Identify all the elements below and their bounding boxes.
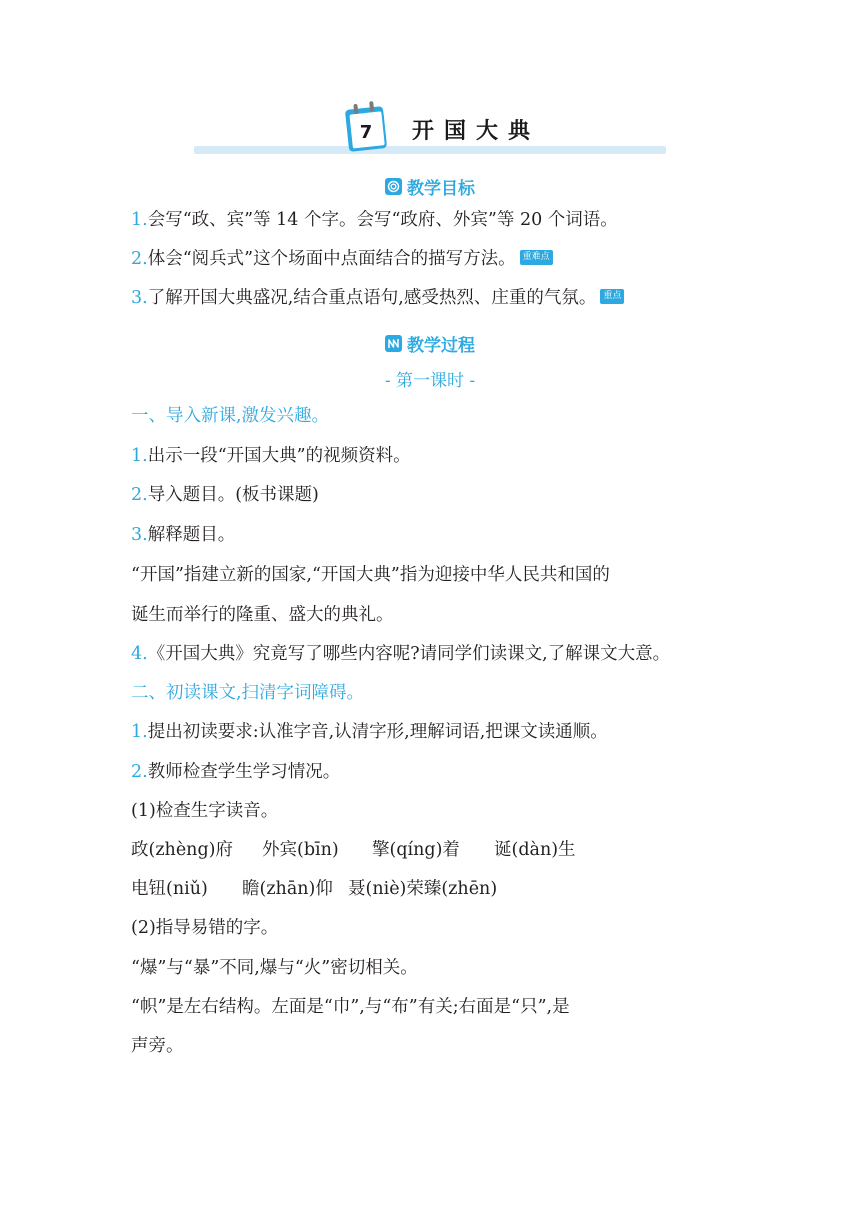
goal-number: 1.	[131, 210, 148, 230]
header-underline	[194, 146, 666, 154]
pinyin-row	[494, 838, 576, 862]
part2-title: 二、初读课文,扫清字词障碍。	[131, 683, 365, 703]
part1-item	[131, 444, 411, 468]
explanation-line: 诞生而举行的隆重、盛大的典礼。	[131, 605, 394, 625]
goal-item	[131, 208, 618, 232]
item-text: 《开国大典》究竟写了哪些内容呢?请同学们读课文,了解课文大意。	[147, 644, 671, 664]
process-heading	[0, 331, 860, 356]
item-text: 提出初读要求:认准字音,认清字形,理解词语,把课文读通顺。	[147, 722, 608, 742]
pinyin-row	[372, 838, 460, 862]
item-text: 教师检查学生学习情况。	[147, 762, 341, 782]
goals-heading	[0, 174, 860, 199]
target-icon	[385, 178, 402, 195]
process-heading-text: 教学过程	[407, 336, 475, 356]
pinyin-row	[131, 838, 233, 862]
pinyin-word: 政(zhèng)府	[131, 840, 233, 860]
pinyin-word: 擎(qíng)着	[372, 840, 460, 860]
part1-item	[131, 642, 670, 666]
sub-step: (1)检查生字读音。	[131, 801, 279, 821]
item-number: 3.	[131, 525, 148, 545]
item-number: 4.	[131, 644, 148, 664]
lesson-number: 7	[359, 122, 373, 143]
goal-text: 了解开国大典盛况,结合重点语句,感受热烈、庄重的气氛。	[147, 288, 597, 308]
goals-heading-text: 教学目标	[407, 179, 475, 199]
pinyin-word: 聂(niè)荣臻(zhēn)	[348, 879, 498, 899]
key-point-tag: 重点	[600, 289, 624, 304]
pinyin-row	[348, 877, 497, 901]
sub-step: (2)指导易错的字。	[131, 918, 279, 938]
item-number: 1.	[131, 446, 148, 466]
part1-item	[131, 523, 235, 547]
pinyin-word: 诞(dàn)生	[494, 840, 576, 860]
pinyin-row	[242, 877, 333, 901]
goal-text: 会写“政、宾”等 14 个字。会写“政府、外宾”等 20 个词语。	[147, 210, 618, 230]
item-number: 1.	[131, 722, 148, 742]
part1-title: 一、导入新课,激发兴趣。	[131, 406, 330, 426]
goal-number: 2.	[131, 249, 148, 269]
note-line: 声旁。	[131, 1036, 184, 1056]
lesson-title: 开国大典	[412, 119, 541, 144]
pinyin-word: 电钮(niǔ)	[131, 879, 208, 899]
calendar-icon	[342, 100, 390, 154]
explanation-line: “开国”指建立新的国家,“开国大典”指为迎接中华人民共和国的	[131, 565, 610, 585]
pinyin-row	[262, 838, 339, 862]
goal-item	[131, 286, 624, 310]
item-text: 解释题目。	[147, 525, 236, 545]
item-text: 导入题目。(板书课题)	[147, 485, 319, 505]
item-text: 出示一段“开国大典”的视频资料。	[147, 446, 411, 466]
note-line: “爆”与“暴”不同,爆与“火”密切相关。	[131, 958, 418, 978]
goal-number: 3.	[131, 288, 148, 308]
note-line: “帜”是左右结构。左面是“巾”,与“布”有关;右面是“只”,是	[131, 997, 570, 1017]
goal-text: 体会“阅兵式”这个场面中点面结合的描写方法。	[147, 249, 516, 269]
part1-item	[131, 483, 319, 507]
part2-item	[131, 760, 340, 784]
lesson-header	[194, 100, 666, 160]
goal-item	[131, 247, 553, 271]
pinyin-word: 外宾(bīn)	[262, 840, 339, 860]
item-number: 2.	[131, 485, 148, 505]
session-label: - 第一课时 -	[384, 371, 476, 391]
part2-item	[131, 720, 608, 744]
pinyin-row	[131, 877, 208, 901]
pinyin-word: 瞻(zhān)仰	[242, 879, 333, 899]
difficulty-tag: 重难点	[520, 250, 553, 265]
process-icon	[385, 335, 402, 352]
item-number: 2.	[131, 762, 148, 782]
